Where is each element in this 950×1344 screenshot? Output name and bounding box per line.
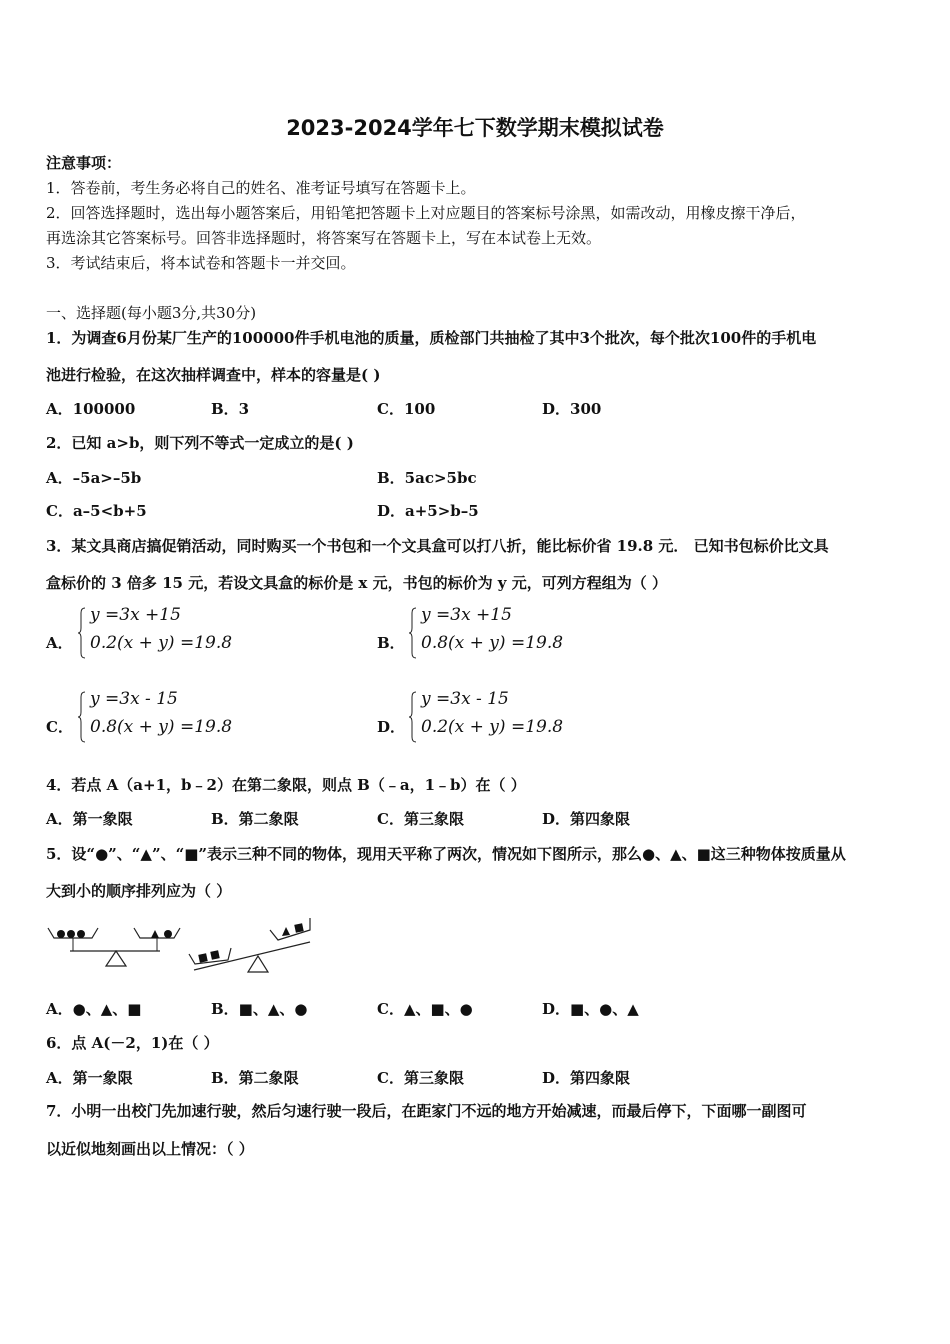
q3-option-b-label[interactable]: B．: [377, 634, 405, 652]
q3-option-d-eq2: 0.2(x + y) =19.8: [421, 717, 564, 737]
notice-item-3: 3．考试结束后，将本试卷和答题卡一并交回。: [46, 254, 356, 272]
balance-scale-level: [48, 928, 180, 966]
q6-stem: 6．点 A(－2，1)在（ ）: [46, 1034, 219, 1052]
q3-option-a-eq1: y =3x +15: [90, 605, 181, 625]
q4-option-a[interactable]: A．第一象限: [46, 810, 133, 828]
q2-option-b[interactable]: B．5ac>5bc: [377, 469, 477, 487]
section-heading: 一、选择题(每小题3分,共30分): [46, 304, 257, 322]
q5-option-c[interactable]: C．▲、■、●: [377, 1000, 473, 1018]
notice-item-1: 1．答卷前，考生务必将自己的姓名、准考证号填写在答题卡上。: [46, 179, 476, 197]
notice-heading: 注意事项：: [46, 154, 122, 172]
q6-option-c[interactable]: C．第三象限: [377, 1069, 464, 1087]
q1-stem-line1: 1．为调查6月份某厂生产的100000件手机电池的质量，质检部门共抽检了其中3个批次，每个批次100件的手机电: [46, 329, 817, 347]
q4-option-d[interactable]: D．第四象限: [542, 810, 631, 828]
notice-item-2: 2．回答选择题时，选出每小题答案后，用铅笔把答题卡上对应题目的答案标号涂黑，如需改动，用橡皮擦干净后，: [46, 204, 806, 222]
q2-option-a[interactable]: A．–5a>–5b: [46, 469, 142, 487]
q3-option-c-label[interactable]: C．: [46, 718, 73, 736]
balance-scale-tilted: [189, 918, 310, 972]
q3-option-b-eq2: 0.8(x + y) =19.8: [421, 633, 564, 653]
q1-option-d[interactable]: D．300: [542, 400, 602, 418]
brace-icon: [409, 691, 417, 743]
q4-option-b[interactable]: B．第二象限: [211, 810, 299, 828]
q4-option-c[interactable]: C．第三象限: [377, 810, 464, 828]
q2-stem: 2．已知 a>b，则下列不等式一定成立的是( ): [46, 434, 354, 452]
q3-option-d-eq1: y =3x - 15: [421, 689, 509, 709]
q3-option-a-eq2: 0.2(x + y) =19.8: [90, 633, 233, 653]
q5-stem-line1: 5．设“●”、“▲”、“■”表示三种不同的物体，现用天平称了两次，情况如下图所示，那么●、▲、■这三种物体按质量从: [46, 845, 846, 863]
brace-icon: [78, 691, 86, 743]
exam-title: 2023-2024学年七下数学期末模拟试卷: [286, 116, 664, 140]
brace-icon: [78, 607, 86, 659]
q6-option-d[interactable]: D．第四象限: [542, 1069, 631, 1087]
q3-option-c-eq1: y =3x - 15: [90, 689, 178, 709]
balance-scales-figure: [44, 914, 324, 978]
q7-stem-line2: 以近似地刻画出以上情况：（ ）: [46, 1140, 254, 1158]
q3-option-d-label[interactable]: D．: [377, 718, 406, 736]
q1-option-a[interactable]: A．100000: [46, 400, 136, 418]
q3-stem-line1: 3．某文具商店搞促销活动，同时购买一个书包和一个文具盒可以打八折，能比标价省 19.8 元． 已知书包标价比文具: [46, 537, 829, 555]
q4-stem: 4．若点 A（a+1，b﹣2）在第二象限，则点 B（﹣a，1﹣b）在（ ）: [46, 776, 526, 794]
q3-stem-line2: 盒标价的 3 倍多 15 元，若设文具盒的标价是 x 元，书包的标价为 y 元，可列方程组为（ ）: [46, 574, 667, 592]
notice-item-2-cont: 再选涂其它答案标号。回答非选择题时，将答案写在答题卡上，写在本试卷上无效。: [46, 229, 602, 247]
q5-option-a[interactable]: A．●、▲、■: [46, 1000, 142, 1018]
q7-stem-line1: 7．小明一出校门先加速行驶，然后匀速行驶一段后，在距家门不远的地方开始减速，而最后停下，下面哪一副图可: [46, 1102, 807, 1120]
q5-option-d[interactable]: D．■、●、▲: [542, 1000, 639, 1018]
q6-option-a[interactable]: A．第一象限: [46, 1069, 133, 1087]
q5-option-b[interactable]: B．■、▲、●: [211, 1000, 308, 1018]
q2-option-c[interactable]: C．a–5<b+5: [46, 502, 147, 520]
q3-option-a-label[interactable]: A．: [46, 634, 73, 652]
q1-stem-line2: 池进行检验，在这次抽样调查中，样本的容量是( ): [46, 366, 381, 384]
q3-option-c-eq2: 0.8(x + y) =19.8: [90, 717, 233, 737]
q6-option-b[interactable]: B．第二象限: [211, 1069, 299, 1087]
q3-option-b-eq1: y =3x +15: [421, 605, 512, 625]
brace-icon: [409, 607, 417, 659]
q1-option-c[interactable]: C．100: [377, 400, 436, 418]
q5-stem-line2: 大到小的顺序排列应为（ ）: [46, 882, 232, 900]
q1-option-b[interactable]: B．3: [211, 400, 250, 418]
q2-option-d[interactable]: D．a+5>b–5: [377, 502, 479, 520]
